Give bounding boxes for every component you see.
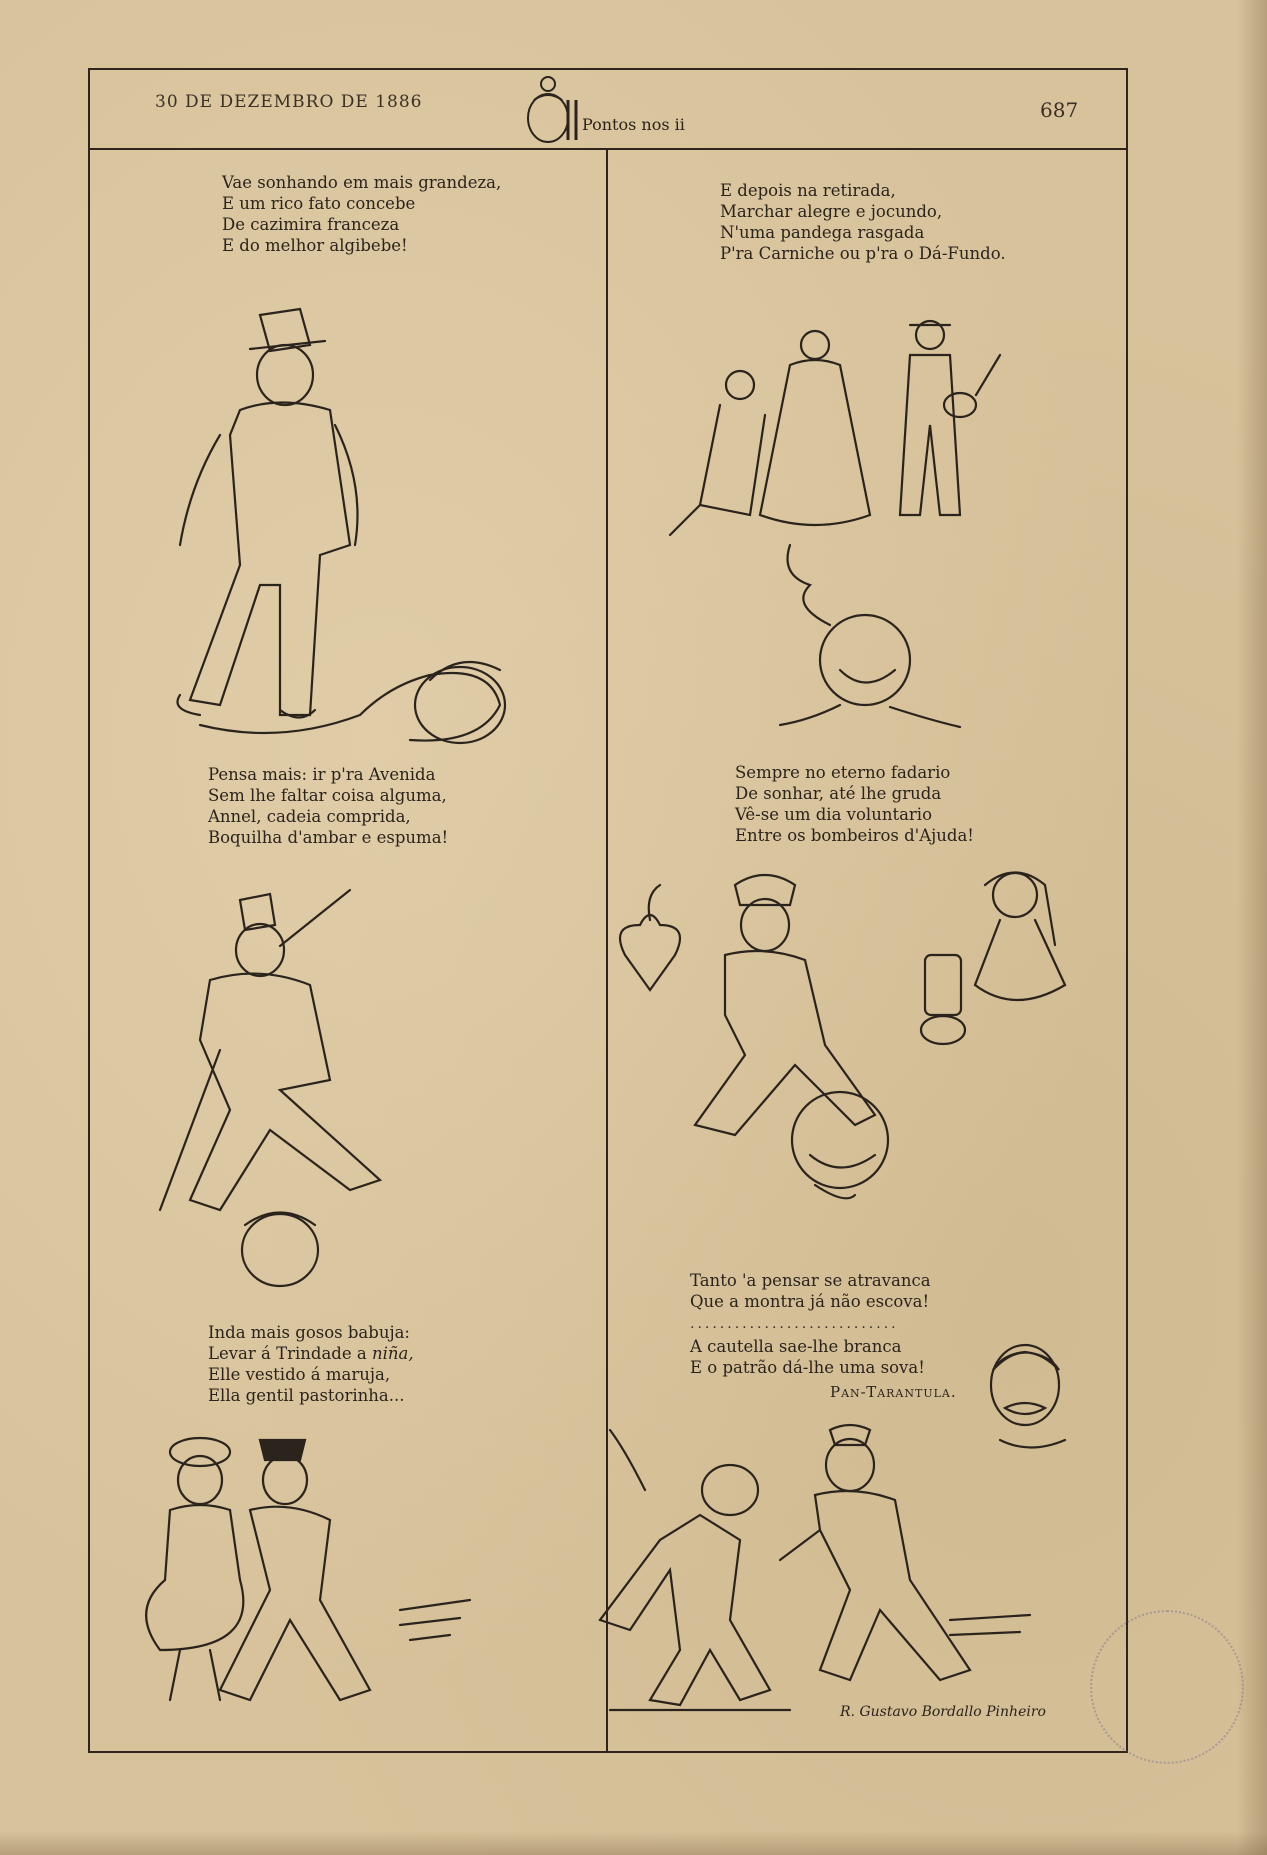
- dandy-drawing: [160, 285, 560, 755]
- verse-line: Vae sonhando em mais grandeza,: [222, 173, 502, 192]
- right-stanza-3: [690, 1270, 931, 1312]
- verse-line: Sempre no eterno fadario: [735, 763, 951, 782]
- illustration-cigar-stroll: [150, 880, 450, 1320]
- masthead-logo: [520, 70, 685, 150]
- masthead-logo-drawing: [520, 70, 685, 150]
- verse-line: Entre os bombeiros d'Ajuda!: [735, 826, 974, 845]
- author-signature: Pan-Tarantula.: [830, 1383, 957, 1401]
- verse-line: Boquilha d'ambar e espuma!: [208, 828, 449, 847]
- right-stanza-1: [720, 180, 1006, 264]
- verse-line: [208, 1343, 414, 1364]
- beating-drawing: [590, 1420, 1060, 1720]
- couple-drawing: [130, 1430, 510, 1720]
- header-date: 30 DE DEZEMBRO DE 1886: [155, 92, 423, 112]
- verse-line: E depois na retirada,: [720, 181, 896, 200]
- right-stanza-2: [735, 762, 974, 846]
- verse-text: Levar á Trindade a: [208, 1344, 372, 1363]
- verse-line: Elle vestido á maruja,: [208, 1365, 391, 1384]
- illustration-fireman-dream: [615, 865, 1085, 1265]
- verse-line: E do melhor algibebe!: [222, 236, 408, 255]
- verse-line: De sonhar, até lhe gruda: [735, 784, 942, 803]
- page-bottom-shadow: [0, 1831, 1267, 1855]
- ellipsis-row: ............................: [690, 1316, 899, 1332]
- illustration-dreaming-dandy: [160, 285, 560, 755]
- left-stanza-3: [208, 1322, 414, 1406]
- verse-line: Que a montra já não escova!: [690, 1292, 930, 1311]
- verse-line: N'uma pandega rasgada: [720, 223, 925, 242]
- verse-line: Tanto 'a pensar se atravanca: [690, 1271, 931, 1290]
- verse-line: Ella gentil pastorinha...: [208, 1386, 405, 1405]
- library-stamp: [1090, 1610, 1244, 1764]
- verse-line: Pensa mais: ir p'ra Avenida: [208, 765, 436, 784]
- verse-line: Sem lhe faltar coisa alguma,: [208, 786, 447, 805]
- illustration-beating-scene: [590, 1420, 1060, 1720]
- right-stanza-4: [690, 1336, 925, 1378]
- left-stanza-2: [208, 764, 448, 848]
- verse-line: A cautella sae-lhe branca: [690, 1337, 902, 1356]
- left-stanza-1: [222, 172, 501, 256]
- verse-line: E o patrão dá-lhe uma sova!: [690, 1358, 925, 1377]
- verse-line: P'ra Carniche ou p'ra o Dá-Fundo.: [720, 244, 1006, 263]
- verse-line: Inda mais gosos babuja:: [208, 1323, 410, 1342]
- party-drawing: [640, 315, 1020, 735]
- verse-line: Vê-se um dia voluntario: [735, 805, 933, 824]
- verse-line: Marchar alegre e jocundo,: [720, 202, 943, 221]
- page-edge-shadow: [1237, 0, 1267, 1855]
- verse-line: E um rico fato concebe: [222, 194, 416, 213]
- stroll-drawing: [150, 880, 450, 1320]
- verse-line: De cazimira franceza: [222, 215, 400, 234]
- illustration-merry-party: [640, 315, 1020, 735]
- illustration-couple-walking: [130, 1430, 510, 1720]
- fireman-drawing: [615, 865, 1085, 1265]
- page-number: 687: [1040, 98, 1079, 122]
- verse-italic-word: niña,: [371, 1344, 414, 1363]
- verse-line: Annel, cadeia comprida,: [208, 807, 411, 826]
- masthead-text: Pontos nos ii: [582, 115, 685, 134]
- artist-signature: R. Gustavo Bordallo Pinheiro: [840, 1704, 1046, 1720]
